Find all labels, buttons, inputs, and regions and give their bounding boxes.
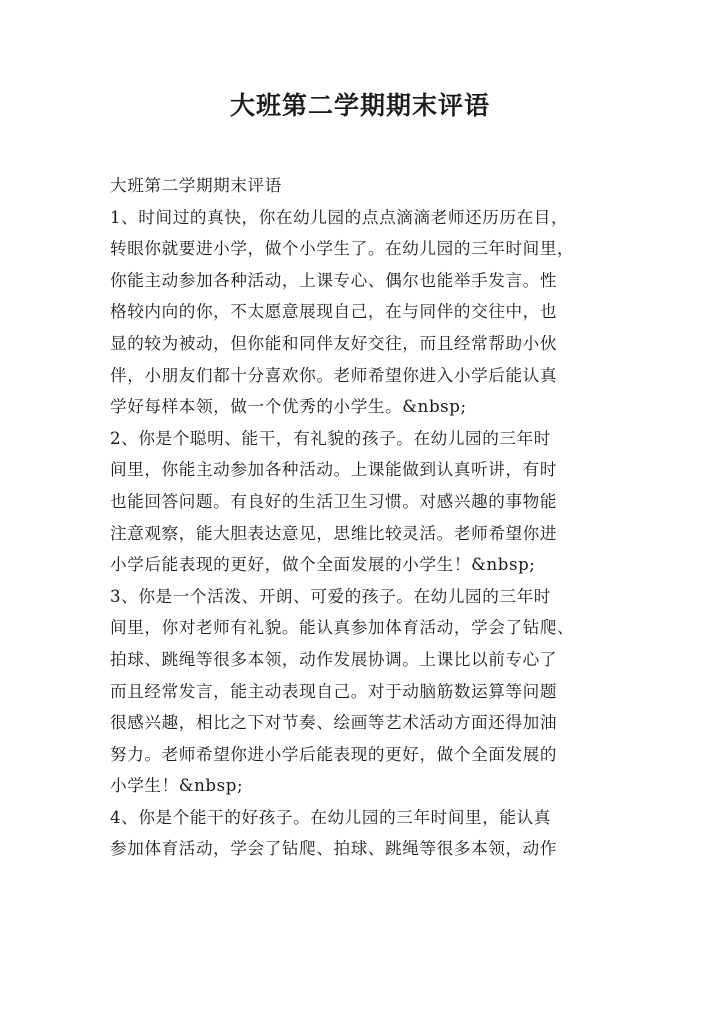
body-line: 大班第二学期期末评语 — [110, 176, 282, 195]
body-line: 2、你是个聪明、能干，有礼貌的孩子。在幼儿园的三年时 — [110, 428, 551, 448]
body-line: 而且经常发言，能主动表现自己。对于动脑筋数运算等问题 — [110, 681, 558, 701]
body-line: 4、你是个能干的好孩子。在幼儿园的三年时间里，能认真 — [110, 807, 551, 827]
document-body — [110, 170, 622, 865]
body-line: 间里，你对老师有礼貌。能认真参加体育活动，学会了钻爬、 — [110, 618, 575, 638]
body-line: 显的较为被动，但你能和同伴友好交往，而且经常帮助小伙 — [110, 333, 558, 353]
body-line: 注意观察，能大胆表达意见，思维比较灵活。老师希望你进 — [110, 523, 558, 543]
body-line: 学好每样本领，做一个优秀的小学生。&nbsp; — [110, 397, 467, 417]
body-line: 努力。老师希望你进小学后能表现的更好，做个全面发展的 — [110, 744, 558, 764]
body-line: 你能主动参加各种活动，上课专心、偶尔也能举手发言。性 — [110, 270, 558, 290]
body-line: 3、你是一个活泼、开朗、可爱的孩子。在幼儿园的三年时 — [110, 586, 551, 606]
body-line: 很感兴趣，相比之下对节奏、绘画等艺术活动方面还得加油 — [110, 713, 558, 733]
body-line: 小学后能表现的更好，做个全面发展的小学生！&nbsp; — [110, 555, 536, 575]
document-title: 大班第二学期期末评语 — [229, 91, 490, 120]
body-line: 伴，小朋友们都十分喜欢你。老师希望你进入小学后能认真 — [110, 365, 558, 385]
body-line: 参加体育活动，学会了钻爬、拍球、跳绳等很多本领，动作 — [110, 839, 558, 859]
body-line: 小学生！&nbsp; — [110, 776, 244, 796]
body-line: 也能回答问题。有良好的生活卫生习惯。对感兴趣的事物能 — [110, 491, 558, 511]
body-line: 拍球、跳绳等很多本领，动作发展协调。上课比以前专心了 — [110, 649, 558, 669]
body-line: 1、时间过的真快，你在幼儿园的点点滴滴老师还历历在目， — [110, 207, 569, 227]
body-line: 间里，你能主动参加各种活动。上课能做到认真听讲，有时 — [110, 460, 558, 480]
body-line: 格较内向的你，不太愿意展现自己，在与同伴的交往中，也 — [110, 302, 558, 322]
body-line: 转眼你就要进小学，做个小学生了。在幼儿园的三年时间里， — [110, 239, 575, 259]
